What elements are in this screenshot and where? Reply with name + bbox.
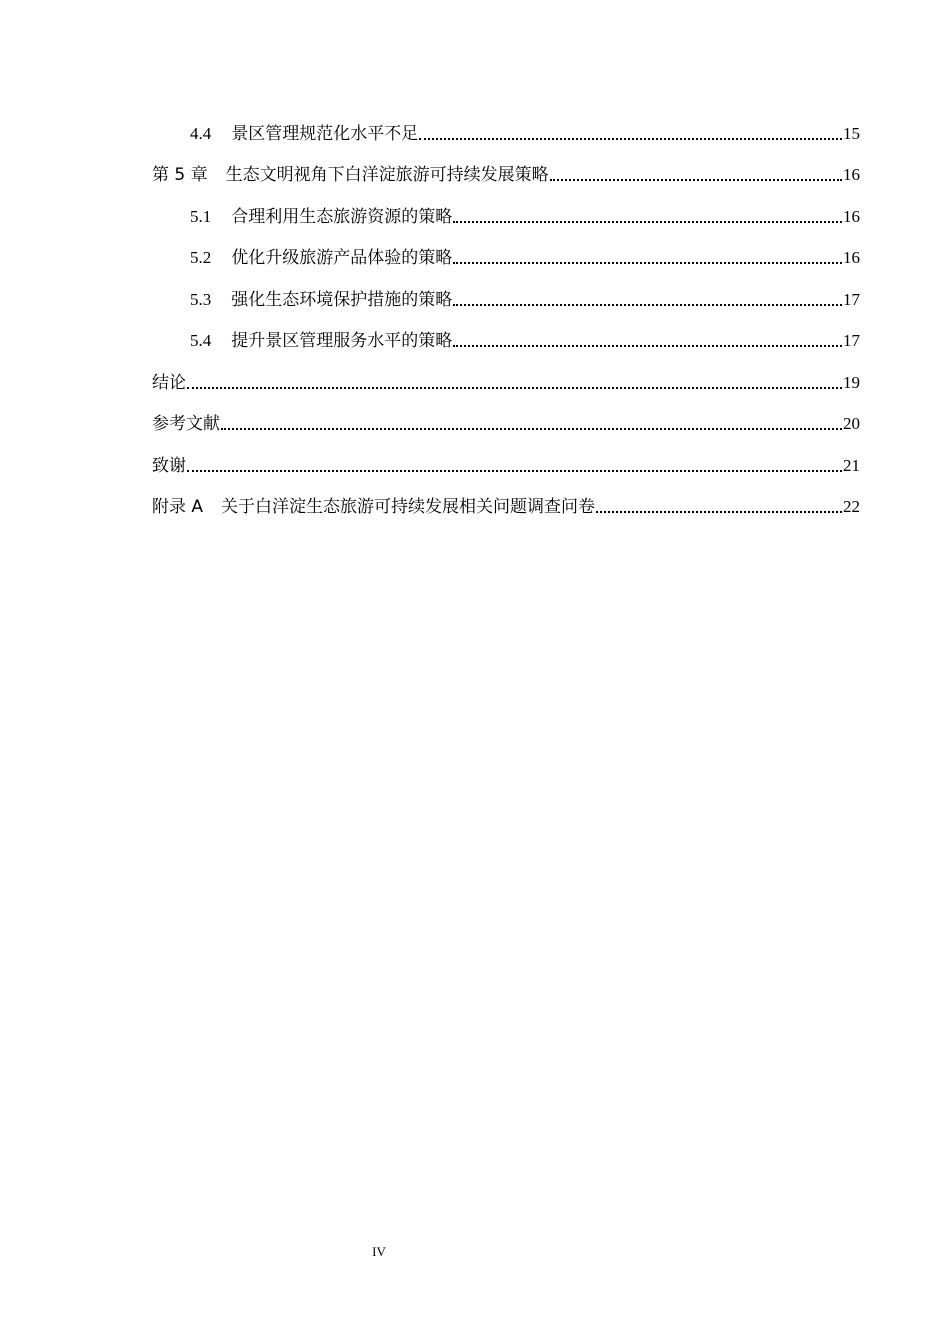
toc-entry-title: 强化生态环境保护措施的策略 — [231, 289, 453, 310]
toc-entry-title: 景区管理规范化水平不足 — [231, 123, 419, 144]
table-of-contents — [152, 112, 860, 527]
toc-entry-5-1[interactable] — [152, 195, 860, 237]
toc-entry-page: 16 — [843, 165, 860, 184]
dot-leader — [453, 262, 842, 264]
toc-entry-number: 5.1 — [190, 206, 212, 226]
toc-entry-title: 优化升级旅游产品体验的策略 — [231, 248, 453, 268]
dot-leader — [453, 345, 842, 347]
dot-leader — [221, 428, 842, 430]
dot-leader — [453, 304, 842, 306]
dot-leader — [187, 387, 842, 389]
toc-entry-number: 5.2 — [190, 248, 212, 267]
toc-entry-appendix-a[interactable] — [152, 486, 860, 528]
toc-entry-number: 5.4 — [190, 331, 212, 350]
toc-entry-page: 17 — [843, 289, 860, 309]
toc-entry-page: 20 — [843, 414, 860, 433]
toc-entry-title: 结论 — [152, 372, 186, 393]
toc-entry-5-3[interactable] — [152, 278, 860, 320]
dot-leader — [453, 221, 842, 223]
toc-entry-title: 致谢 — [152, 455, 186, 476]
toc-entry-5-4[interactable] — [152, 320, 860, 362]
toc-entry-conclusion[interactable] — [152, 361, 860, 403]
dot-leader — [596, 511, 842, 513]
toc-entry-title: 参考文献 — [152, 414, 220, 434]
dot-leader — [550, 179, 842, 181]
toc-entry-number: 5.3 — [190, 289, 212, 309]
toc-entry-chapter-5[interactable] — [152, 154, 860, 196]
toc-entry-page: 16 — [843, 206, 860, 226]
page-number-footer: IV — [372, 1244, 386, 1259]
toc-entry-number: 第 5 章 — [152, 165, 208, 185]
toc-entry-title: 提升景区管理服务水平的策略 — [231, 331, 453, 351]
toc-entry-number: 附录 A — [152, 497, 204, 517]
toc-entry-4-4[interactable] — [152, 112, 860, 154]
toc-entry-title: 合理利用生态旅游资源的策略 — [231, 206, 453, 227]
toc-entry-title: 生态文明视角下白洋淀旅游可持续发展策略 — [225, 165, 549, 185]
toc-entry-page: 21 — [843, 455, 860, 475]
toc-entry-title: 关于白洋淀生态旅游可持续发展相关问题调查问卷 — [221, 497, 596, 517]
dot-leader — [419, 138, 842, 140]
toc-entry-page: 16 — [843, 248, 860, 267]
toc-entry-acknowledgements[interactable] — [152, 444, 860, 486]
toc-entry-references[interactable] — [152, 403, 860, 445]
toc-entry-5-2[interactable] — [152, 237, 860, 279]
toc-entry-number: 4.4 — [190, 123, 212, 143]
dot-leader — [187, 470, 842, 472]
toc-entry-page: 19 — [843, 372, 860, 392]
toc-entry-page: 17 — [843, 331, 860, 350]
toc-entry-page: 22 — [843, 497, 860, 516]
toc-entry-page: 15 — [843, 123, 860, 143]
